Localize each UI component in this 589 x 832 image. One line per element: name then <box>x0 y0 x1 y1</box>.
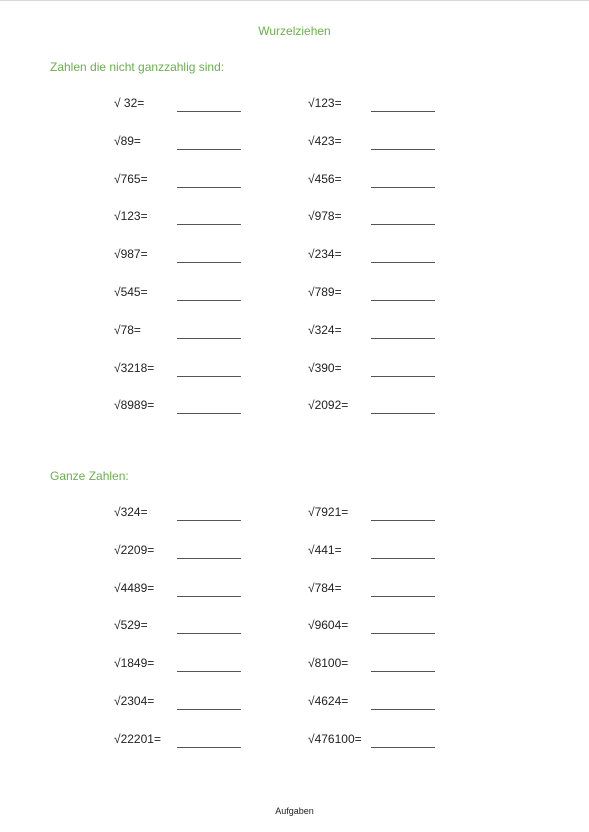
problem-label: √390= <box>308 360 342 375</box>
problem-label: √529= <box>114 618 148 633</box>
answer-blank <box>177 709 241 710</box>
answer-blank <box>371 520 435 521</box>
answer-blank <box>177 633 241 634</box>
problem-label: √7921= <box>308 505 349 519</box>
answer-blank <box>371 149 435 150</box>
answer-blank <box>177 413 241 414</box>
problem-label: √ 32= <box>114 96 145 110</box>
problem-label: √123= <box>308 96 342 110</box>
problem-label: √1849= <box>114 656 155 671</box>
answer-blank <box>371 300 435 301</box>
problem-label: √441= <box>308 542 342 557</box>
problem-label: √2092= <box>308 398 349 413</box>
top-border <box>0 0 589 1</box>
section-heading: Ganze Zahlen: <box>50 469 129 483</box>
problem-label: √456= <box>308 171 342 186</box>
answer-blank <box>177 262 241 263</box>
answer-blank <box>371 558 435 559</box>
answer-blank <box>177 338 241 339</box>
section-heading: Zahlen die nicht ganzzahlig sind: <box>50 60 225 74</box>
answer-blank <box>371 376 435 377</box>
problem-label: √4489= <box>114 580 155 595</box>
problem-label: √4624= <box>308 694 349 708</box>
problem-label: √78= <box>114 322 141 337</box>
problem-label: √545= <box>114 285 148 299</box>
answer-blank <box>177 187 241 188</box>
answer-blank <box>371 224 435 225</box>
problem-label: √22201= <box>114 731 161 746</box>
answer-blank <box>371 111 435 112</box>
answer-blank <box>177 671 241 672</box>
answer-blank <box>371 747 435 748</box>
page-title: Wurzelziehen <box>258 24 331 38</box>
answer-blank <box>177 149 241 150</box>
problem-label: √3218= <box>114 360 155 375</box>
answer-blank <box>177 224 241 225</box>
answer-blank <box>177 376 241 377</box>
problem-label: √9604= <box>308 618 349 633</box>
answer-blank <box>371 262 435 263</box>
answer-blank <box>177 300 241 301</box>
problem-label: √2209= <box>114 542 155 557</box>
problem-label: √324= <box>308 322 342 337</box>
problem-label: √765= <box>114 171 148 186</box>
problem-label: √89= <box>114 133 141 148</box>
answer-blank <box>177 111 241 112</box>
problem-label: √123= <box>114 209 148 224</box>
problem-label: √8989= <box>114 398 155 413</box>
problem-label: √2304= <box>114 694 155 708</box>
problem-label: √324= <box>114 505 148 519</box>
answer-blank <box>371 709 435 710</box>
answer-blank <box>177 520 241 521</box>
answer-blank <box>177 596 241 597</box>
problem-label: √789= <box>308 285 342 299</box>
problem-label: √476100= <box>308 731 362 746</box>
problem-label: √978= <box>308 209 342 224</box>
problem-label: √234= <box>308 247 342 262</box>
answer-blank <box>177 747 241 748</box>
answer-blank <box>371 596 435 597</box>
page-footer: Aufgaben <box>275 806 314 816</box>
answer-blank <box>371 671 435 672</box>
problem-label: √8100= <box>308 656 349 671</box>
problem-label: √987= <box>114 247 148 262</box>
answer-blank <box>371 413 435 414</box>
problem-label: √423= <box>308 133 342 148</box>
answer-blank <box>371 338 435 339</box>
answer-blank <box>177 558 241 559</box>
answer-blank <box>371 633 435 634</box>
problem-label: √784= <box>308 580 342 595</box>
answer-blank <box>371 187 435 188</box>
